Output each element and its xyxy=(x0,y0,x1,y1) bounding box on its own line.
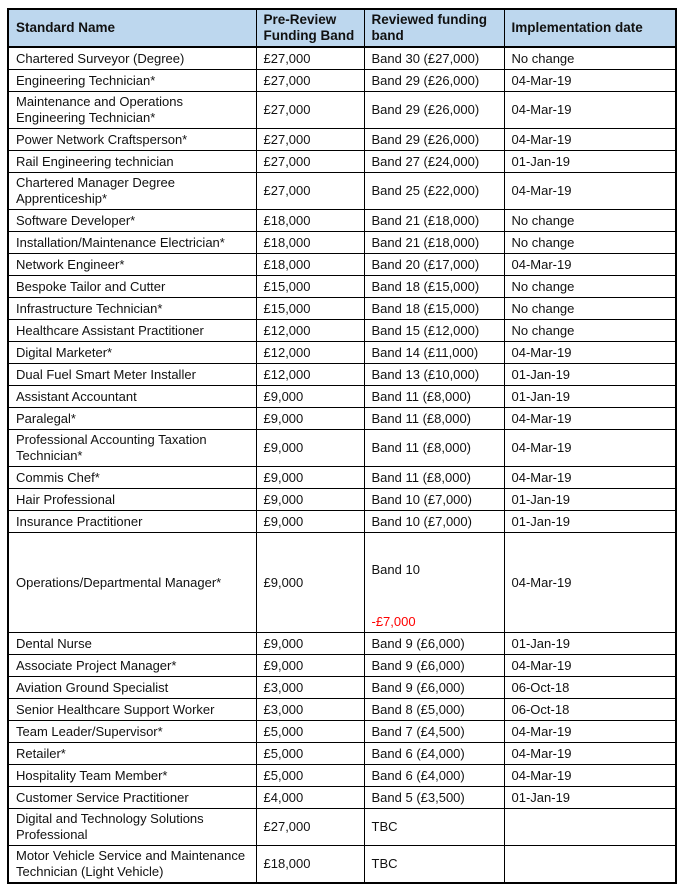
column-header-implementation-date: Implementation date xyxy=(504,9,676,47)
implementation-date-cell: No change xyxy=(504,298,676,320)
standard-name-cell: Healthcare Assistant Practitioner xyxy=(8,320,256,342)
table-row xyxy=(8,489,676,511)
pre-review-band-cell: £27,000 xyxy=(256,92,364,129)
table-row xyxy=(8,655,676,677)
standard-name-cell: Maintenance and Operations Engineering Technician* xyxy=(8,92,256,129)
standard-name-cell: Digital and Technology Solutions Professional xyxy=(8,809,256,846)
pre-review-band-cell: £27,000 xyxy=(256,151,364,173)
table-row xyxy=(8,430,676,467)
pre-review-band-cell: £5,000 xyxy=(256,743,364,765)
header-row xyxy=(8,9,676,47)
reviewed-band-cell: Band 21 (£18,000) xyxy=(364,232,504,254)
reviewed-band-cell: Band 25 (£22,000) xyxy=(364,173,504,210)
reviewed-band-multiline xyxy=(372,535,498,630)
standard-name-cell: Rail Engineering technician xyxy=(8,151,256,173)
reviewed-band-cell: Band 5 (£3,500) xyxy=(364,787,504,809)
reviewed-band-cell: Band 11 (£8,000) xyxy=(364,467,504,489)
implementation-date-cell: 04-Mar-19 xyxy=(504,70,676,92)
reviewed-band-cell: Band 29 (£26,000) xyxy=(364,70,504,92)
standard-name-cell: Infrastructure Technician* xyxy=(8,298,256,320)
implementation-date-cell: 04-Mar-19 xyxy=(504,342,676,364)
table-row xyxy=(8,232,676,254)
reviewed-band-cell: Band 10 (£7,000) xyxy=(364,511,504,533)
pre-review-band-cell: £9,000 xyxy=(256,655,364,677)
pre-review-band-cell: £27,000 xyxy=(256,47,364,70)
standard-name-cell: Assistant Accountant xyxy=(8,386,256,408)
standard-name-cell: Retailer* xyxy=(8,743,256,765)
reviewed-band-cell: TBC xyxy=(364,846,504,884)
standard-name-cell: Commis Chef* xyxy=(8,467,256,489)
reviewed-band-cell: Band 10 (£7,000) xyxy=(364,489,504,511)
reviewed-band-cell: Band 7 (£4,500) xyxy=(364,721,504,743)
pre-review-band-cell: £9,000 xyxy=(256,467,364,489)
standard-name-cell: Engineering Technician* xyxy=(8,70,256,92)
standard-name-cell: Customer Service Practitioner xyxy=(8,787,256,809)
reviewed-band-cell: Band 20 (£17,000) xyxy=(364,254,504,276)
implementation-date-cell: 04-Mar-19 xyxy=(504,408,676,430)
table-row xyxy=(8,533,676,633)
pre-review-band-cell: £18,000 xyxy=(256,846,364,884)
pre-review-band-cell: £18,000 xyxy=(256,210,364,232)
pre-review-band-cell: £9,000 xyxy=(256,511,364,533)
reviewed-band-cell: Band 9 (£6,000) xyxy=(364,677,504,699)
reviewed-band-negative-value: -£7,000 xyxy=(371,614,416,629)
implementation-date-cell: 01-Jan-19 xyxy=(504,364,676,386)
reviewed-band-cell: Band 18 (£15,000) xyxy=(364,276,504,298)
standard-name-cell: Chartered Surveyor (Degree) xyxy=(8,47,256,70)
pre-review-band-cell: £18,000 xyxy=(256,254,364,276)
reviewed-band-cell: Band 30 (£27,000) xyxy=(364,47,504,70)
reviewed-band-cell: Band 18 (£15,000) xyxy=(364,298,504,320)
standard-name-cell: Operations/Departmental Manager* xyxy=(8,533,256,633)
standard-name-cell: Team Leader/Supervisor* xyxy=(8,721,256,743)
table-row xyxy=(8,254,676,276)
standard-name-cell: Hair Professional xyxy=(8,489,256,511)
standard-name-cell: Bespoke Tailor and Cutter xyxy=(8,276,256,298)
implementation-date-cell xyxy=(504,809,676,846)
pre-review-band-cell: £12,000 xyxy=(256,320,364,342)
pre-review-band-cell: £9,000 xyxy=(256,633,364,655)
reviewed-band-cell: Band 11 (£8,000) xyxy=(364,386,504,408)
pre-review-band-cell: £27,000 xyxy=(256,173,364,210)
standard-name-cell: Chartered Manager Degree Apprenticeship* xyxy=(8,173,256,210)
standard-name-cell: Dual Fuel Smart Meter Installer xyxy=(8,364,256,386)
implementation-date-cell: 01-Jan-19 xyxy=(504,151,676,173)
table-row xyxy=(8,320,676,342)
implementation-date-cell: 04-Mar-19 xyxy=(504,129,676,151)
pre-review-band-cell: £18,000 xyxy=(256,232,364,254)
reviewed-band-cell: Band 29 (£26,000) xyxy=(364,129,504,151)
table-row xyxy=(8,129,676,151)
implementation-date-cell: No change xyxy=(504,320,676,342)
implementation-date-cell: 04-Mar-19 xyxy=(504,254,676,276)
implementation-date-cell: No change xyxy=(504,276,676,298)
implementation-date-cell: 06-Oct-18 xyxy=(504,677,676,699)
table-row xyxy=(8,743,676,765)
pre-review-band-cell: £27,000 xyxy=(256,70,364,92)
reviewed-band-cell: Band 9 (£6,000) xyxy=(364,655,504,677)
standard-name-cell: Dental Nurse xyxy=(8,633,256,655)
reviewed-band-cell: Band 29 (£26,000) xyxy=(364,92,504,129)
implementation-date-cell: 04-Mar-19 xyxy=(504,430,676,467)
implementation-date-cell xyxy=(504,846,676,884)
table-row xyxy=(8,47,676,70)
table-row xyxy=(8,787,676,809)
reviewed-band-cell: Band 13 (£10,000) xyxy=(364,364,504,386)
implementation-date-cell: 04-Mar-19 xyxy=(504,765,676,787)
implementation-date-cell: 04-Mar-19 xyxy=(504,467,676,489)
pre-review-band-cell: £12,000 xyxy=(256,342,364,364)
standard-name-cell: Professional Accounting Taxation Technician* xyxy=(8,430,256,467)
standard-name-cell: Power Network Craftsperson* xyxy=(8,129,256,151)
pre-review-band-cell: £15,000 xyxy=(256,298,364,320)
table-row xyxy=(8,633,676,655)
table-row xyxy=(8,809,676,846)
table-row xyxy=(8,511,676,533)
table-row xyxy=(8,276,676,298)
pre-review-band-cell: £9,000 xyxy=(256,533,364,633)
table-row xyxy=(8,298,676,320)
implementation-date-cell: No change xyxy=(504,232,676,254)
implementation-date-cell: 04-Mar-19 xyxy=(504,655,676,677)
implementation-date-cell: 01-Jan-19 xyxy=(504,386,676,408)
pre-review-band-cell: £5,000 xyxy=(256,765,364,787)
reviewed-band-cell: Band 15 (£12,000) xyxy=(364,320,504,342)
implementation-date-cell: 01-Jan-19 xyxy=(504,787,676,809)
column-header-standard-name: Standard Name xyxy=(8,9,256,47)
reviewed-band-cell xyxy=(364,533,504,633)
table-body xyxy=(8,47,676,883)
table-row xyxy=(8,364,676,386)
implementation-date-cell: 01-Jan-19 xyxy=(504,489,676,511)
funding-bands-table xyxy=(7,8,677,884)
implementation-date-cell: 01-Jan-19 xyxy=(504,633,676,655)
standard-name-cell: Software Developer* xyxy=(8,210,256,232)
table-row xyxy=(8,386,676,408)
table-row xyxy=(8,342,676,364)
reviewed-band-cell: Band 11 (£8,000) xyxy=(364,430,504,467)
reviewed-band-cell: TBC xyxy=(364,809,504,846)
table-row xyxy=(8,70,676,92)
pre-review-band-cell: £27,000 xyxy=(256,129,364,151)
pre-review-band-cell: £9,000 xyxy=(256,489,364,511)
standard-name-cell: Senior Healthcare Support Worker xyxy=(8,699,256,721)
standard-name-cell: Hospitality Team Member* xyxy=(8,765,256,787)
implementation-date-cell: 04-Mar-19 xyxy=(504,721,676,743)
standard-name-cell: Network Engineer* xyxy=(8,254,256,276)
standard-name-cell: Paralegal* xyxy=(8,408,256,430)
implementation-date-cell: 01-Jan-19 xyxy=(504,511,676,533)
column-header-reviewed-funding-band: Reviewed funding band xyxy=(364,9,504,47)
table-row xyxy=(8,408,676,430)
reviewed-band-cell: Band 6 (£4,000) xyxy=(364,743,504,765)
pre-review-band-cell: £3,000 xyxy=(256,699,364,721)
pre-review-band-cell: £5,000 xyxy=(256,721,364,743)
table-row xyxy=(8,846,676,884)
reviewed-band-cell: Band 21 (£18,000) xyxy=(364,210,504,232)
pre-review-band-cell: £9,000 xyxy=(256,408,364,430)
reviewed-band-cell: Band 8 (£5,000) xyxy=(364,699,504,721)
implementation-date-cell: 04-Mar-19 xyxy=(504,92,676,129)
pre-review-band-cell: £9,000 xyxy=(256,386,364,408)
table-row xyxy=(8,173,676,210)
standard-name-cell: Digital Marketer* xyxy=(8,342,256,364)
pre-review-band-cell: £12,000 xyxy=(256,364,364,386)
implementation-date-cell: No change xyxy=(504,47,676,70)
reviewed-band-label: Band 10 xyxy=(371,562,420,577)
pre-review-band-cell: £15,000 xyxy=(256,276,364,298)
reviewed-band-cell: Band 11 (£8,000) xyxy=(364,408,504,430)
reviewed-band-cell: Band 9 (£6,000) xyxy=(364,633,504,655)
reviewed-band-cell: Band 27 (£24,000) xyxy=(364,151,504,173)
implementation-date-cell: 04-Mar-19 xyxy=(504,173,676,210)
implementation-date-cell: No change xyxy=(504,210,676,232)
table-row xyxy=(8,92,676,129)
reviewed-band-cell: Band 6 (£4,000) xyxy=(364,765,504,787)
table-row xyxy=(8,699,676,721)
table-row xyxy=(8,151,676,173)
standard-name-cell: Associate Project Manager* xyxy=(8,655,256,677)
standard-name-cell: Aviation Ground Specialist xyxy=(8,677,256,699)
table-row xyxy=(8,467,676,489)
table-row xyxy=(8,721,676,743)
standard-name-cell: Insurance Practitioner xyxy=(8,511,256,533)
implementation-date-cell: 06-Oct-18 xyxy=(504,699,676,721)
pre-review-band-cell: £9,000 xyxy=(256,430,364,467)
standard-name-cell: Motor Vehicle Service and Maintenance Technician (Light Vehicle) xyxy=(8,846,256,884)
implementation-date-cell: 04-Mar-19 xyxy=(504,533,676,633)
table-row xyxy=(8,210,676,232)
pre-review-band-cell: £4,000 xyxy=(256,787,364,809)
pre-review-band-cell: £27,000 xyxy=(256,809,364,846)
pre-review-band-cell: £3,000 xyxy=(256,677,364,699)
reviewed-band-cell: Band 14 (£11,000) xyxy=(364,342,504,364)
table-row xyxy=(8,677,676,699)
standard-name-cell: Installation/Maintenance Electrician* xyxy=(8,232,256,254)
column-header-pre-review-funding-band: Pre-Review Funding Band xyxy=(256,9,364,47)
implementation-date-cell: 04-Mar-19 xyxy=(504,743,676,765)
table-row xyxy=(8,765,676,787)
